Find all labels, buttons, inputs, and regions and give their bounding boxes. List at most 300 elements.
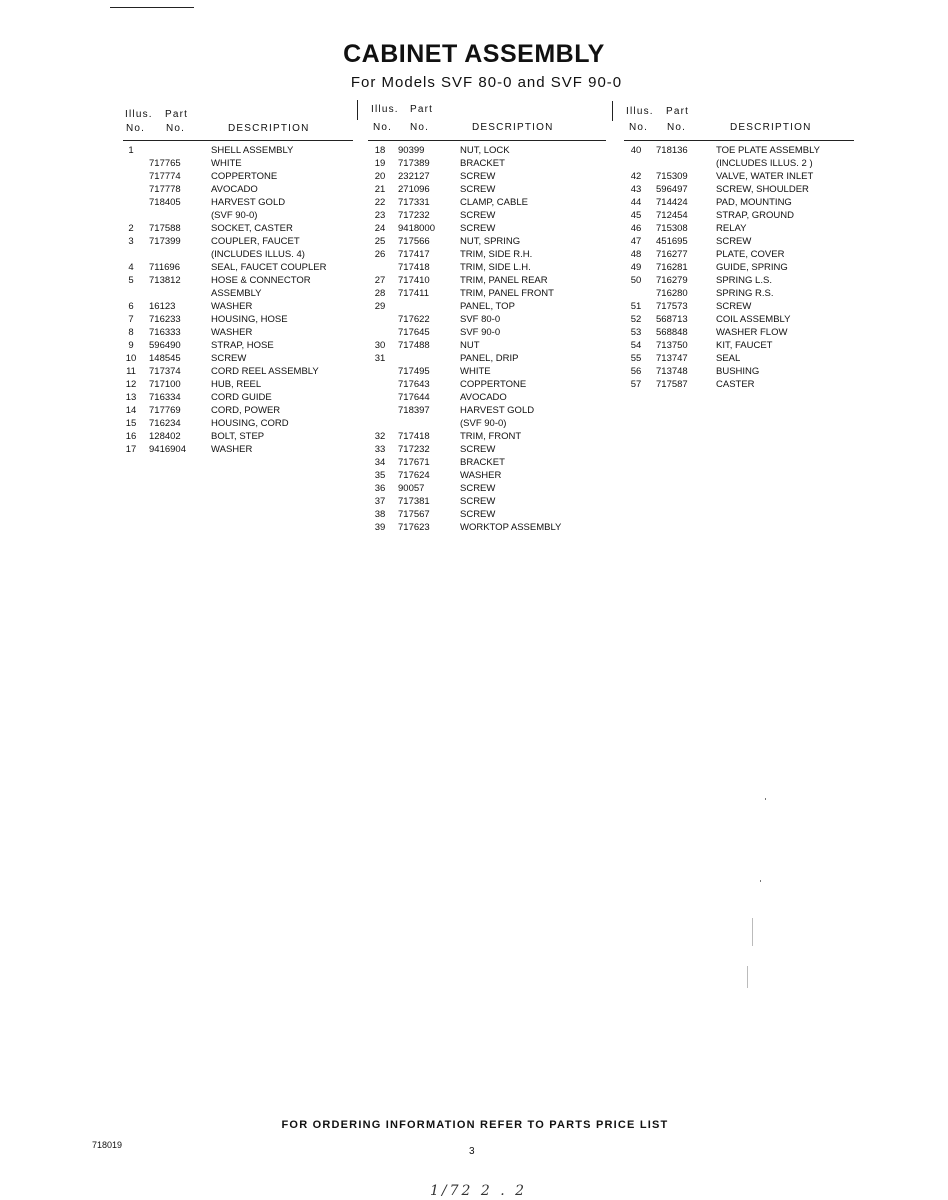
part-description: SVF 90-0	[460, 327, 501, 338]
illus-number: 8	[128, 327, 134, 338]
part-description: SCREW	[460, 483, 496, 494]
parts-column-3	[624, 100, 854, 390]
part-description: CORD REEL ASSEMBLY	[211, 366, 319, 377]
illus-number: 19	[374, 158, 386, 169]
parts-row	[368, 170, 606, 183]
illus-number: 43	[630, 184, 642, 195]
parts-row	[368, 495, 606, 508]
part-number: 717417	[398, 249, 430, 260]
parts-row	[624, 157, 854, 170]
part-number: 715309	[656, 171, 688, 182]
parts-row	[368, 456, 606, 469]
part-description: WASHER FLOW	[716, 327, 788, 338]
part-number: 715308	[656, 223, 688, 234]
illus-number: 32	[374, 431, 386, 442]
parts-column-2	[368, 100, 606, 533]
part-description: PANEL, TOP	[460, 301, 515, 312]
part-number: 717566	[398, 236, 430, 247]
part-description: BUSHING	[716, 366, 760, 377]
illus-number: 51	[630, 301, 642, 312]
part-description: SHELL ASSEMBLY	[211, 145, 294, 156]
illus-number: 35	[374, 470, 386, 481]
part-description: SCREW	[460, 184, 496, 195]
header-no: No.	[410, 122, 430, 133]
part-number: 717645	[398, 327, 430, 338]
illus-number: 55	[630, 353, 642, 364]
part-description: SCREW	[211, 353, 247, 364]
parts-list	[123, 144, 353, 456]
part-number: 568713	[656, 314, 688, 325]
parts-row	[624, 326, 854, 339]
part-description: NUT	[460, 340, 480, 351]
part-number: 716280	[656, 288, 688, 299]
part-description: SCREW	[460, 210, 496, 221]
part-description: STRAP, GROUND	[716, 210, 794, 221]
illus-number: 1	[128, 145, 134, 156]
parts-row	[368, 378, 606, 391]
parts-row	[368, 508, 606, 521]
part-description: HUB, REEL	[211, 379, 262, 390]
page-number: 3	[469, 1146, 475, 1157]
part-number: 717774	[149, 171, 181, 182]
parts-row	[624, 144, 854, 157]
parts-row	[368, 222, 606, 235]
illus-number: 16	[125, 431, 137, 442]
part-description: WHITE	[460, 366, 491, 377]
illus-number: 6	[128, 301, 134, 312]
illus-number: 52	[630, 314, 642, 325]
parts-row	[624, 287, 854, 300]
parts-row	[123, 144, 353, 157]
part-number: 717232	[398, 210, 430, 221]
parts-row	[368, 326, 606, 339]
parts-row	[368, 521, 606, 534]
parts-row	[123, 183, 353, 196]
parts-list	[368, 144, 606, 534]
part-number: 596490	[149, 340, 181, 351]
parts-row	[624, 300, 854, 313]
part-number: 717623	[398, 522, 430, 533]
parts-row	[123, 157, 353, 170]
column-header	[624, 100, 854, 140]
scan-speck	[747, 966, 748, 988]
header-part: Part	[666, 106, 690, 117]
illus-number: 23	[374, 210, 386, 221]
part-description: PANEL, DRIP	[460, 353, 519, 364]
part-number: 717488	[398, 340, 430, 351]
part-number: 717418	[398, 431, 430, 442]
illus-number: 38	[374, 509, 386, 520]
parts-row	[123, 274, 353, 287]
parts-row	[624, 339, 854, 352]
parts-row	[368, 443, 606, 456]
part-number: 717232	[398, 444, 430, 455]
part-description: SCREW	[460, 223, 496, 234]
header-description: DESCRIPTION	[472, 122, 554, 133]
part-number: 713747	[656, 353, 688, 364]
illus-number: 22	[374, 197, 386, 208]
parts-row	[123, 300, 353, 313]
header-rule	[624, 140, 854, 141]
column-header	[123, 100, 353, 140]
parts-row	[123, 443, 353, 456]
part-description: SEAL	[716, 353, 741, 364]
part-number: 711696	[149, 262, 180, 273]
part-description: CORD GUIDE	[211, 392, 272, 403]
part-description: WHITE	[211, 158, 242, 169]
part-number: 9416904	[149, 444, 186, 455]
header-no: No.	[667, 122, 687, 133]
illus-number: 4	[128, 262, 134, 273]
parts-row	[368, 469, 606, 482]
header-no: No.	[166, 123, 186, 134]
header-illus: Illus.	[626, 106, 654, 117]
header-illus: Illus.	[371, 104, 399, 115]
part-number: 717100	[149, 379, 181, 390]
column-divider	[357, 100, 358, 120]
parts-row	[368, 209, 606, 222]
part-number: 717624	[398, 470, 430, 481]
part-number: 716281	[656, 262, 688, 273]
part-description: SPRING L.S.	[716, 275, 772, 286]
parts-row	[624, 274, 854, 287]
part-description: TOE PLATE ASSEMBLY	[716, 145, 821, 156]
part-description: NUT, LOCK	[460, 145, 510, 156]
part-number: 717643	[398, 379, 430, 390]
parts-row	[123, 313, 353, 326]
part-number: 717671	[398, 457, 430, 468]
header-rule	[123, 140, 353, 141]
parts-row	[624, 248, 854, 261]
header-part: Part	[165, 109, 189, 120]
part-description: SCREW, SHOULDER	[716, 184, 809, 195]
parts-row	[123, 365, 353, 378]
illus-number: 46	[630, 223, 642, 234]
part-number: 716279	[656, 275, 688, 286]
part-number: 718136	[656, 145, 688, 156]
parts-row	[368, 300, 606, 313]
illus-number: 28	[374, 288, 386, 299]
part-description: WASHER	[460, 470, 502, 481]
part-number: 717418	[398, 262, 430, 273]
illus-number: 31	[374, 353, 386, 364]
illus-number: 53	[630, 327, 642, 338]
part-description: BRACKET	[460, 158, 505, 169]
part-description: (SVF 90-0)	[211, 210, 258, 221]
parts-row	[368, 261, 606, 274]
part-number: 713748	[656, 366, 688, 377]
parts-row	[123, 339, 353, 352]
part-description: WORKTOP ASSEMBLY	[460, 522, 562, 533]
parts-row	[368, 352, 606, 365]
parts-row	[368, 313, 606, 326]
parts-row	[123, 261, 353, 274]
parts-column-1	[123, 100, 353, 455]
scan-speck	[752, 918, 753, 946]
part-description: SCREW	[460, 171, 496, 182]
illus-number: 44	[630, 197, 642, 208]
part-number: 717411	[398, 288, 429, 299]
illus-number: 13	[125, 392, 137, 403]
part-number: 714424	[656, 197, 688, 208]
part-number: 713750	[656, 340, 688, 351]
parts-row	[368, 404, 606, 417]
illus-number: 24	[374, 223, 386, 234]
part-number: 717399	[149, 236, 181, 247]
parts-row	[368, 482, 606, 495]
header-illus: Illus.	[125, 109, 153, 120]
parts-row	[368, 365, 606, 378]
part-description: WASHER	[211, 301, 253, 312]
parts-row	[624, 365, 854, 378]
parts-row	[123, 378, 353, 391]
part-number: 717588	[149, 223, 181, 234]
illus-number: 5	[128, 275, 134, 286]
part-description: SCREW	[716, 301, 752, 312]
illus-number: 34	[374, 457, 386, 468]
part-description: WASHER	[211, 444, 253, 455]
part-description: PAD, MOUNTING	[716, 197, 792, 208]
part-description: COUPLER, FAUCET	[211, 236, 300, 247]
part-number: 717495	[398, 366, 430, 377]
parts-row	[123, 404, 353, 417]
part-description: TRIM, SIDE R.H.	[460, 249, 533, 260]
column-divider	[612, 101, 613, 121]
parts-row	[368, 287, 606, 300]
header-no: No.	[126, 123, 146, 134]
part-description: SVF 80-0	[460, 314, 501, 325]
part-description: SCREW	[460, 496, 496, 507]
part-number: 717573	[656, 301, 688, 312]
part-number: 713812	[149, 275, 181, 286]
header-no: No.	[629, 122, 649, 133]
parts-row	[123, 417, 353, 430]
part-description: STRAP, HOSE	[211, 340, 274, 351]
part-number: 451695	[656, 236, 688, 247]
parts-row	[368, 144, 606, 157]
part-description: (INCLUDES ILLUS. 2 )	[716, 158, 813, 169]
part-number: 717567	[398, 509, 430, 520]
parts-row	[368, 196, 606, 209]
illus-number: 45	[630, 210, 642, 221]
part-description: RELAY	[716, 223, 747, 234]
part-description: GUIDE, SPRING	[716, 262, 788, 273]
parts-row	[123, 391, 353, 404]
part-description: HOUSING, CORD	[211, 418, 289, 429]
parts-list	[624, 144, 854, 391]
part-number: 717410	[398, 275, 430, 286]
part-description: CLAMP, CABLE	[460, 197, 528, 208]
illus-number: 47	[630, 236, 642, 247]
illus-number: 7	[128, 314, 134, 325]
part-description: SCREW	[716, 236, 752, 247]
part-description: SEAL, FAUCET COUPLER	[211, 262, 327, 273]
part-description: HOUSING, HOSE	[211, 314, 288, 325]
illus-number: 18	[374, 145, 386, 156]
illus-number: 12	[125, 379, 137, 390]
illus-number: 57	[630, 379, 642, 390]
part-number: 716333	[149, 327, 181, 338]
part-number: 717778	[149, 184, 181, 195]
part-description: HARVEST GOLD	[211, 197, 286, 208]
part-number: 716233	[149, 314, 181, 325]
part-number: 90399	[398, 145, 425, 156]
part-description: BOLT, STEP	[211, 431, 265, 442]
part-description: HOSE & CONNECTOR	[211, 275, 311, 286]
illus-number: 49	[630, 262, 642, 273]
illus-number: 56	[630, 366, 642, 377]
illus-number: 39	[374, 522, 386, 533]
parts-row	[368, 430, 606, 443]
illus-number: 15	[125, 418, 137, 429]
part-description: BRACKET	[460, 457, 505, 468]
part-number: 717374	[149, 366, 181, 377]
part-number: 712454	[656, 210, 688, 221]
part-number: 716334	[149, 392, 181, 403]
illus-number: 29	[374, 301, 386, 312]
part-number: 717331	[398, 197, 430, 208]
part-description: CORD, POWER	[211, 405, 281, 416]
part-number: 148545	[149, 353, 181, 364]
header-description: DESCRIPTION	[730, 122, 812, 133]
parts-row	[123, 287, 353, 300]
part-number: 16123	[149, 301, 176, 312]
part-description: AVOCADO	[211, 184, 258, 195]
illus-number: 37	[374, 496, 386, 507]
part-description: AVOCADO	[460, 392, 507, 403]
parts-row	[624, 352, 854, 365]
parts-row	[624, 196, 854, 209]
parts-row	[123, 326, 353, 339]
illus-number: 11	[126, 366, 136, 377]
illus-number: 36	[374, 483, 386, 494]
part-description: TRIM, SIDE L.H.	[460, 262, 531, 273]
page-subtitle: For Models SVF 80-0 and SVF 90-0	[350, 74, 623, 91]
parts-row	[123, 352, 353, 365]
part-number: 717587	[656, 379, 688, 390]
part-number: 717381	[398, 496, 430, 507]
part-description: (INCLUDES ILLUS. 4)	[211, 249, 305, 260]
part-number: 717765	[149, 158, 181, 169]
scan-speck	[760, 880, 761, 882]
parts-row	[368, 391, 606, 404]
parts-row	[624, 261, 854, 274]
illus-number: 54	[630, 340, 642, 351]
header-part: Part	[410, 104, 434, 115]
part-number: 717769	[149, 405, 181, 416]
illus-number: 21	[374, 184, 386, 195]
part-number: 568848	[656, 327, 688, 338]
illus-number: 20	[374, 171, 386, 182]
handwritten-note: 1/72 2 . 2	[430, 1183, 528, 1199]
part-description: PLATE, COVER	[716, 249, 785, 260]
top-rule	[110, 7, 194, 8]
illus-number: 40	[630, 145, 642, 156]
scan-speck	[765, 798, 766, 800]
part-description: TRIM, PANEL REAR	[460, 275, 548, 286]
illus-number: 14	[125, 405, 137, 416]
illus-number: 27	[374, 275, 386, 286]
part-number: 9418000	[398, 223, 435, 234]
parts-row	[123, 430, 353, 443]
illus-number: 33	[374, 444, 386, 455]
parts-row	[368, 235, 606, 248]
part-number: 717644	[398, 392, 430, 403]
part-number: 718397	[398, 405, 430, 416]
illus-number: 26	[374, 249, 386, 260]
parts-row	[368, 183, 606, 196]
part-number: 718405	[149, 197, 181, 208]
parts-row	[624, 209, 854, 222]
part-description: KIT, FAUCET	[716, 340, 773, 351]
part-description: TRIM, FRONT	[460, 431, 522, 442]
part-description: COPPERTONE	[460, 379, 527, 390]
part-description: ASSEMBLY	[211, 288, 262, 299]
part-number: 716234	[149, 418, 181, 429]
part-description: TRIM, PANEL FRONT	[460, 288, 554, 299]
parts-row	[368, 417, 606, 430]
illus-number: 42	[630, 171, 642, 182]
part-description: SCREW	[460, 509, 496, 520]
part-number: 128402	[149, 431, 181, 442]
part-description: SCREW	[460, 444, 496, 455]
illus-number: 48	[630, 249, 642, 260]
part-number: 717389	[398, 158, 430, 169]
header-rule	[368, 140, 606, 141]
part-description: VALVE, WATER INLET	[716, 171, 814, 182]
part-number: 716277	[656, 249, 688, 260]
parts-row	[123, 235, 353, 248]
parts-row	[123, 196, 353, 209]
illus-number: 50	[630, 275, 642, 286]
part-description: NUT, SPRING	[460, 236, 521, 247]
parts-row	[368, 157, 606, 170]
illus-number: 9	[128, 340, 134, 351]
ordering-footer: FOR ORDERING INFORMATION REFER TO PARTS PRICE LIST	[281, 1119, 669, 1131]
parts-row	[123, 209, 353, 222]
illus-number: 3	[128, 236, 134, 247]
column-header	[368, 100, 606, 140]
part-description: COPPERTONE	[211, 171, 278, 182]
illus-number: 17	[125, 444, 137, 455]
part-description: SOCKET, CASTER	[211, 223, 293, 234]
parts-row	[624, 313, 854, 326]
part-description: CASTER	[716, 379, 755, 390]
parts-row	[123, 170, 353, 183]
part-description: SPRING R.S.	[716, 288, 774, 299]
part-number: 90057	[398, 483, 425, 494]
parts-row	[624, 378, 854, 391]
parts-row	[624, 235, 854, 248]
illus-number: 25	[374, 236, 386, 247]
page-title: CABINET ASSEMBLY	[343, 40, 605, 68]
parts-row	[368, 339, 606, 352]
part-description: COIL ASSEMBLY	[716, 314, 791, 325]
parts-row	[368, 248, 606, 261]
illus-number: 2	[128, 223, 134, 234]
parts-row	[624, 222, 854, 235]
parts-row	[123, 222, 353, 235]
part-number: 717622	[398, 314, 430, 325]
parts-row	[624, 170, 854, 183]
part-description: HARVEST GOLD	[460, 405, 535, 416]
part-description: (SVF 90-0)	[460, 418, 507, 429]
header-no: No.	[373, 122, 393, 133]
illus-number: 30	[374, 340, 386, 351]
parts-row	[624, 183, 854, 196]
part-number: 271096	[398, 184, 430, 195]
part-number: 232127	[398, 171, 430, 182]
